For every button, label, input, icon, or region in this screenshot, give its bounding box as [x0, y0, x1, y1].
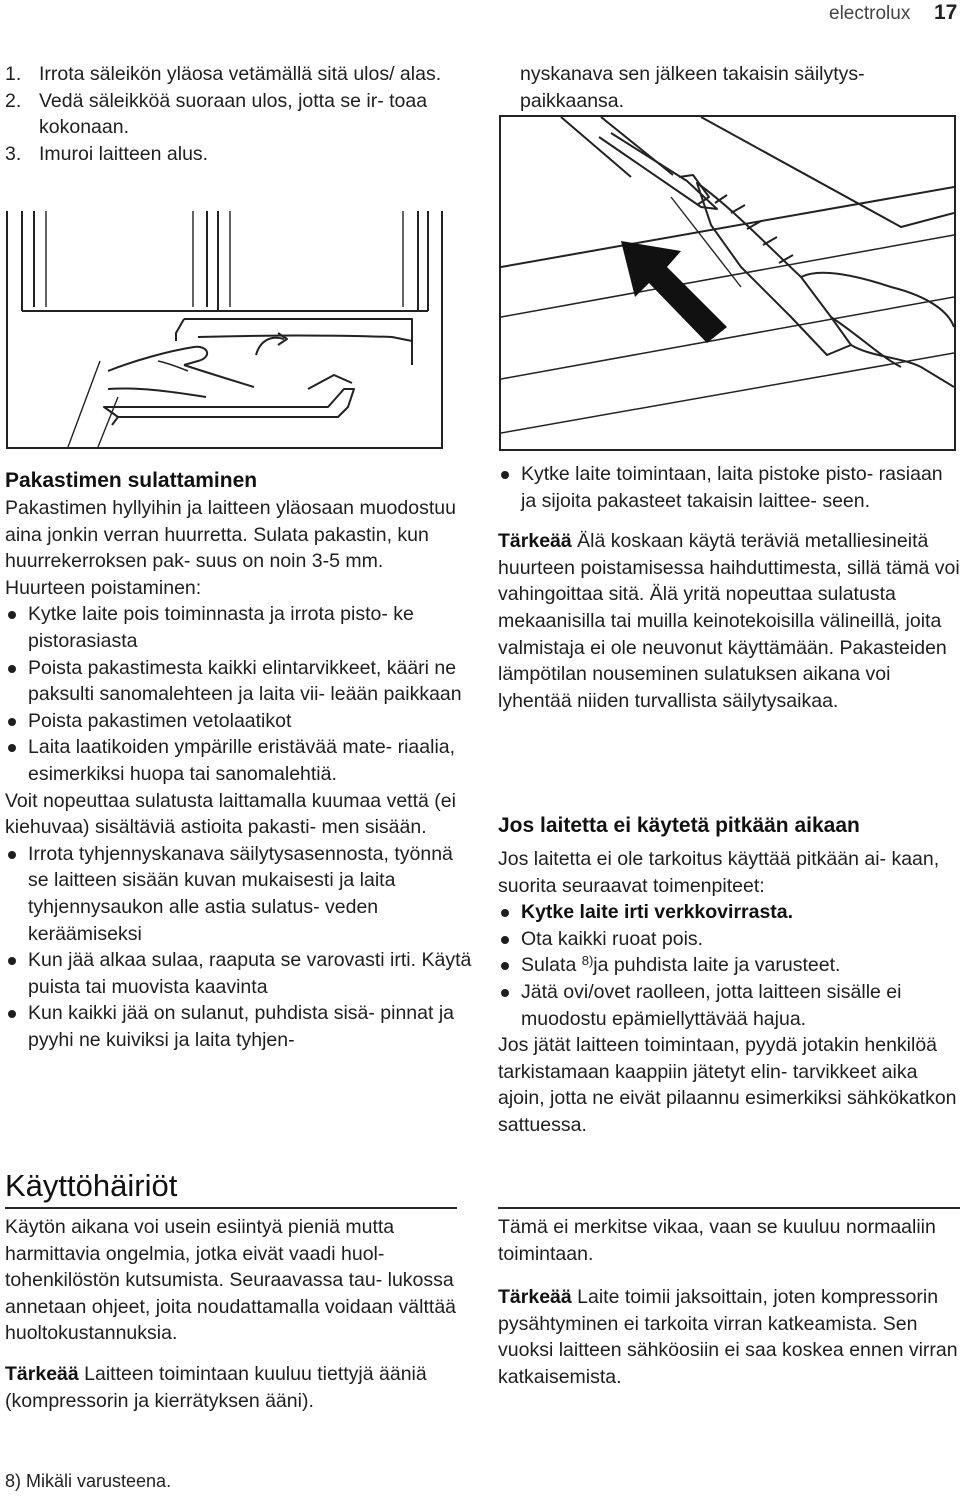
important-label: Tärkeää — [498, 530, 572, 553]
list-item: Irrota tyhjennyskanava säilytysasennosta, työnnä se laitteen sisään kuvan mukaisesti ja laita tyhjennysaukon alle astia sulatus- veden keräämiseksi — [5, 841, 475, 947]
list-item: Jätä ovi/ovet raolleen, jotta laitteen sisälle ei muodostu epämiellyttävää hajua. — [498, 979, 960, 1032]
list-item: Kun jää alkaa sulaa, raaputa se varovasti irti. Käytä puista tai muovista kaavinta — [5, 947, 475, 1000]
normal-operation-text: Tämä ei merkitse vikaa, vaan se kuuluu normaaliin toimintaan. — [498, 1216, 936, 1265]
section-divider-left — [5, 1207, 457, 1209]
grille-illustration — [6, 211, 443, 449]
defrost-heading: Pakastimen sulattaminen — [5, 469, 258, 492]
list-item: Sulata $^{8)}$ja puhdista laite ja varusteet. — [498, 952, 960, 979]
troubleshooting-left — [5, 1214, 470, 1414]
storage-heading: Jos laitetta ei käytetä pitkään aikaan — [498, 814, 860, 837]
speedup-text: Voit nopeuttaa sulatusta laittamalla kuumaa vettä (ei kiehuvaa) sisältäviä astioita pakasti- men sisään. — [5, 789, 456, 839]
brand-name: electrolux — [829, 3, 911, 24]
troubleshooting-right — [498, 1214, 960, 1391]
drain-channel-illustration — [499, 115, 956, 451]
grille-removal-drawing — [8, 211, 441, 447]
page-header — [0, 0, 960, 30]
list-item: Laita laatikoiden ympärille eristävää mate- riaalia, esimerkiksi huopa tai sanomalehtiä. — [5, 734, 475, 787]
list-item: Poista pakastimen vetolaatikot — [5, 708, 475, 735]
list-item: Kun kaikki jää on sulanut, puhdista sisä- pinnat ja pyyhi ne kuiviksi ja laita tyhjen- — [5, 1000, 475, 1053]
drain-continuation-text: nyskanava sen jälkeen takaisin säilytys- paikkaansa. — [520, 63, 865, 112]
scraper-drawing — [501, 117, 954, 449]
step-item: 2. Vedä säleikköä suoraan ulos, jotta se ir- toaa kokonaan. — [5, 89, 428, 139]
defrost-section-continued — [498, 461, 960, 714]
page-number: 17 — [934, 1, 958, 24]
troubleshooting-heading: Käyttöhäiriöt — [5, 1168, 178, 1203]
defrost-steps-list — [5, 601, 475, 787]
list-item: Poista pakastimesta kaikki elintarvikkeet, kääri ne paksulti sanomalehteen ja laita vii- leään paikkaan — [5, 655, 475, 708]
step-item: 1. Irrota säleikön yläosa vetämällä sitä ulos/ alas. — [5, 63, 442, 85]
storage-steps-list — [498, 899, 960, 1032]
frost-removal-label: Huurteen poistaminen: — [5, 576, 202, 599]
steps-list — [5, 61, 475, 167]
storage-section — [498, 812, 960, 1139]
list-item: Kytke laite irti verkkovirrasta. — [498, 899, 960, 926]
storage-outro: Jos jätät laitteen toimintaan, pyydä jotakin henkilöä tarkistamaan kaappiin jätetyt elin- tarvikkeet aika ajoin, jotta ne eivät pilaannu esimerkiksi sähkökatkon sattuessa. — [498, 1034, 957, 1136]
section-divider-right — [498, 1207, 960, 1209]
step-item: 3. Imuroi laitteen alus. — [5, 142, 209, 165]
noise-note: Tärkeää Laitteen toimintaan kuuluu tiettyjä ääniä (kompressorin ja kierrätyksen ääni). — [5, 1362, 427, 1412]
defrost-section — [5, 467, 475, 1053]
arrow-icon — [621, 241, 727, 343]
storage-intro: Jos laitetta ei ole tarkoitus käyttää pitkään ai- kaan, suorita seuraavat toimenpiteet: — [498, 848, 940, 897]
list-item: Ota kaikki ruoat pois. — [498, 926, 960, 953]
list-item: Kytke laite pois toiminnasta ja irrota pisto- ke pistorasiasta — [5, 601, 475, 654]
defrost-warning: Tärkeää Älä koskaan käytä teräviä metalliesineitä huurteen poistamisessa haihduttimesta, sillä tämä voi vahingoittaa sitä. Älä yritä nopeuttaa sulatusta mekaanisilla tai muilla keinotekoisilla välineillä, joita valmistaja ei ole neuvonut käyttämään. Pakasteiden lämpötilan nouseminen sulatuksen aikana voi lyhentää niiden turvallista säilytysaikaa. — [498, 530, 960, 712]
defrost-steps-list-2 — [5, 841, 475, 1054]
list-item: Kytke laite toimintaan, laita pistoke pisto- rasiaan ja sijoita pakasteet takaisin laittee- seen. — [498, 461, 960, 514]
important-label: Tärkeää — [5, 1362, 79, 1385]
defrost-intro: Pakastimen hyllyihin ja laitteen yläosaan muodostuu aina jonkin verran huurretta. Sulata pakastin, kun huurrekerroksen pak- suus on noin 3-5 mm. — [5, 497, 456, 573]
footnote: 8) Mikäli varusteena. — [5, 1471, 172, 1491]
footnote-reference: 8) — [581, 953, 594, 969]
defrost-final-steps — [498, 461, 960, 514]
troubleshooting-intro: Käytön aikana voi usein esiintyä pieniä mutta harmittavia ongelmia, jotka eivät vaadi huol- tohenkilöstön kutsumista. Seuraavassa tau- lukossa annetaan ohjeet, joita noudattamalla voidaan välttää huoltokustannuksia. — [5, 1216, 457, 1345]
important-label: Tärkeää — [498, 1286, 572, 1309]
compressor-note: Tärkeää Laite toimii jaksoittain, joten kompressorin pysähtyminen ei tarkoita virran katkeamista. Sen vuoksi laitteen sähköosiin ei saa koskea ennen virran katkaisemista. — [498, 1286, 958, 1388]
